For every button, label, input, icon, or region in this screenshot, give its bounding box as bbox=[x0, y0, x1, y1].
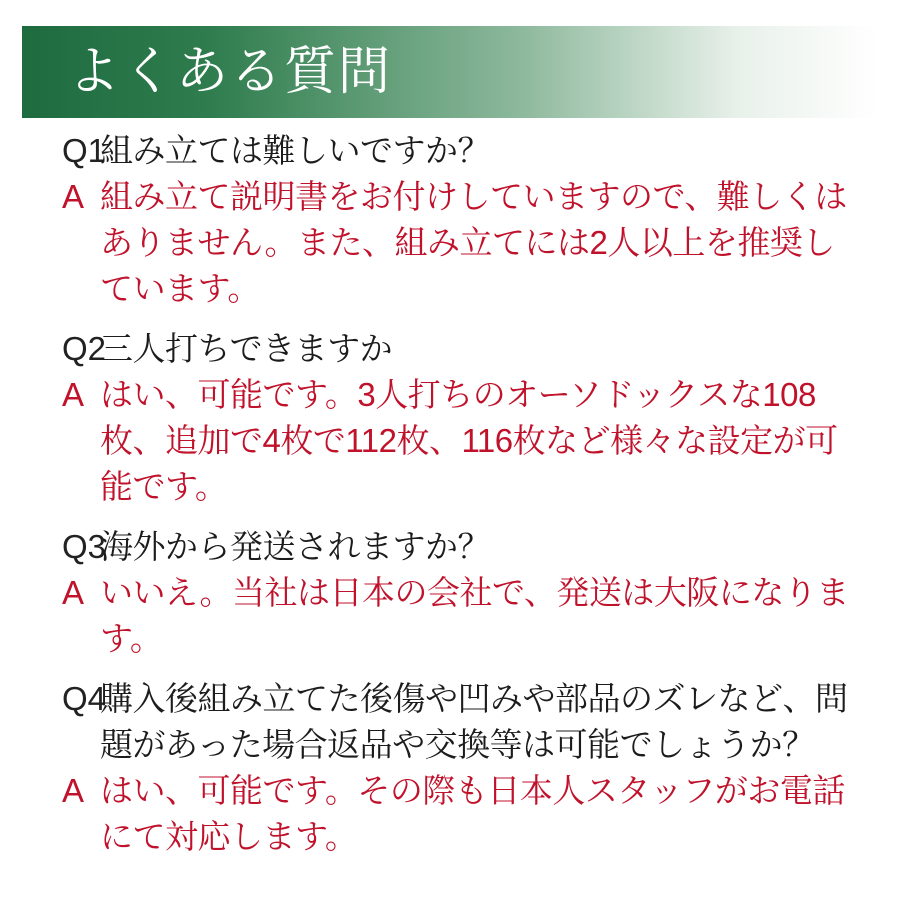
question-text: 購入後組み立てた後傷や凹みや部品のズレなど、問題があった場合返品や交換等は可能でしょうか？ bbox=[100, 680, 848, 763]
answer-text: いいえ。当社は日本の会社で、発送は大阪になります。 bbox=[100, 574, 849, 657]
faq-item bbox=[22, 676, 882, 860]
question-marker: Q3 bbox=[62, 528, 107, 565]
faq-answer-row bbox=[22, 372, 882, 510]
faq-answer-row bbox=[22, 174, 882, 312]
answer-marker: A bbox=[62, 574, 85, 611]
page-title: よくある質問 bbox=[68, 43, 393, 101]
answer-text: 組み立て説明書をお付けしていますので、難しくはありません。また、組み立てには2人以上を推奨しています。 bbox=[100, 178, 847, 307]
answer-marker: A bbox=[62, 178, 85, 215]
faq-question-row bbox=[22, 128, 882, 174]
question-marker: Q2 bbox=[62, 330, 107, 367]
question-text: 三人打ちできますか bbox=[100, 330, 393, 367]
faq-item bbox=[22, 128, 882, 312]
question-text: 組み立ては難しいですか？ bbox=[100, 132, 490, 169]
answer-text: はい、可能です。その際も日本人スタッフがお電話にて対応します。 bbox=[100, 772, 845, 855]
question-marker: Q1 bbox=[62, 132, 107, 169]
answer-marker: A bbox=[62, 772, 85, 809]
faq-item bbox=[22, 326, 882, 510]
faq-item bbox=[22, 524, 882, 662]
answer-text: はい、可能です。3人打ちのオーソドックスな108枚、追加で4枚で112枚、116枚など様々な設定が可能です。 bbox=[100, 376, 838, 505]
faq-list bbox=[22, 128, 882, 874]
faq-question-row bbox=[22, 524, 882, 570]
page-header-band bbox=[22, 26, 878, 118]
faq-answer-row bbox=[22, 570, 882, 662]
question-marker: Q4 bbox=[62, 680, 107, 717]
faq-answer-row bbox=[22, 768, 882, 860]
faq-question-row bbox=[22, 676, 882, 768]
question-text: 海外から発送されますか？ bbox=[100, 528, 490, 565]
answer-marker: A bbox=[62, 376, 85, 413]
faq-question-row bbox=[22, 326, 882, 372]
